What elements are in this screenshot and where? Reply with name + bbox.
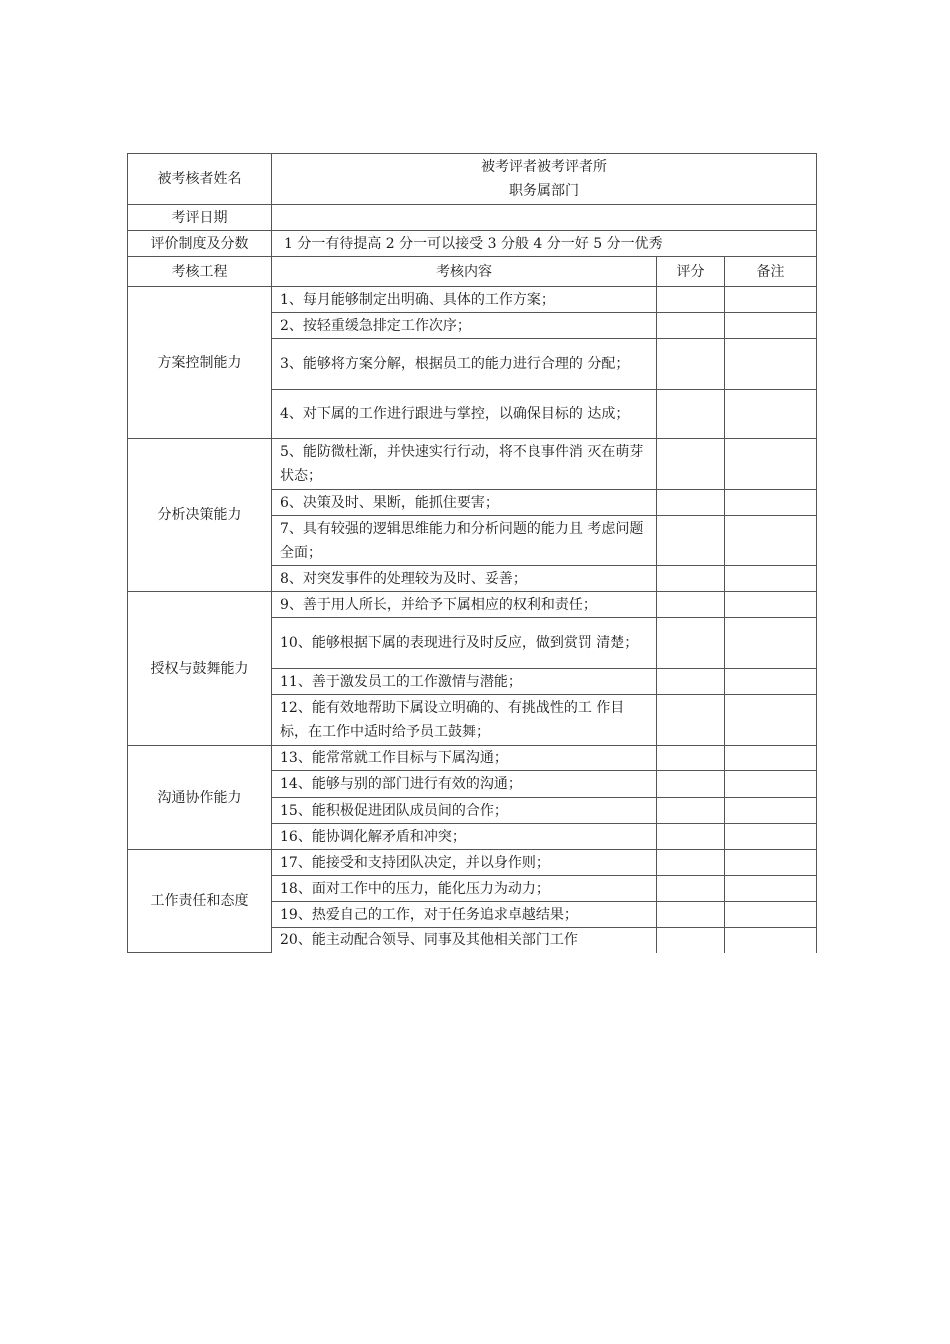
remark-cell[interactable] bbox=[725, 592, 817, 618]
item-content-cell bbox=[272, 798, 657, 824]
scale-text: 1 分一有待提高 2 分一可以接受 3 分般 4 分一好 5 分一优秀 bbox=[284, 235, 663, 252]
score-cell[interactable] bbox=[657, 592, 725, 618]
header-row-scale bbox=[128, 231, 817, 257]
col-score-label: 评分 bbox=[676, 263, 705, 280]
scale-label: 评价制度及分数 bbox=[150, 235, 249, 252]
score-cell[interactable] bbox=[657, 313, 725, 339]
scale-text-cell bbox=[272, 231, 817, 257]
appraisal-form-table bbox=[127, 153, 817, 953]
header-row-date bbox=[128, 205, 817, 231]
item-text: 11、善于激发员工的工作激情与潜能； bbox=[280, 673, 522, 690]
item-text: 7、具有较强的逻辑思维能力和分析问题的能力且 考虑问题全面； bbox=[280, 520, 644, 561]
remark-cell[interactable] bbox=[725, 566, 817, 592]
score-cell[interactable] bbox=[657, 850, 725, 876]
remark-cell[interactable] bbox=[725, 339, 817, 390]
item-content-cell bbox=[272, 669, 657, 695]
item-text: 15、能积极促进团队成员间的合作； bbox=[280, 802, 508, 819]
item-content-cell bbox=[272, 490, 657, 516]
item-content-cell bbox=[272, 902, 657, 928]
item-text: 1、每月能够制定出明确、具体的工作方案； bbox=[280, 291, 555, 308]
category-name: 分析决策能力 bbox=[157, 507, 242, 523]
score-cell[interactable] bbox=[657, 390, 725, 439]
score-cell[interactable] bbox=[657, 566, 725, 592]
remark-cell[interactable] bbox=[725, 618, 817, 669]
item-content-cell bbox=[272, 824, 657, 850]
table-row bbox=[128, 439, 817, 490]
score-cell[interactable] bbox=[657, 798, 725, 824]
score-cell[interactable] bbox=[657, 618, 725, 669]
remark-cell[interactable] bbox=[725, 928, 817, 953]
category-cell bbox=[128, 850, 272, 953]
item-content-cell bbox=[272, 439, 657, 490]
score-cell[interactable] bbox=[657, 928, 725, 953]
dept-label-line1: 被考评者被考评者所 bbox=[481, 159, 608, 175]
item-content-cell bbox=[272, 876, 657, 902]
item-content-cell bbox=[272, 928, 657, 953]
score-cell[interactable] bbox=[657, 490, 725, 516]
item-content-cell bbox=[272, 695, 657, 746]
item-text: 9、善于用人所长，并给予下属相应的权利和责任； bbox=[280, 596, 597, 613]
category-name: 授权与鼓舞能力 bbox=[150, 660, 249, 677]
header-row-name bbox=[128, 154, 817, 205]
category-name: 工作责任和态度 bbox=[150, 893, 249, 909]
remark-cell[interactable] bbox=[725, 669, 817, 695]
item-text: 6、决策及时、果断，能抓住要害； bbox=[280, 494, 499, 511]
item-text: 18、面对工作中的压力，能化压力为动力； bbox=[280, 880, 550, 897]
date-label: 考评日期 bbox=[171, 209, 228, 226]
remark-cell[interactable] bbox=[725, 390, 817, 439]
item-text: 14、能够与别的部门进行有效的沟通； bbox=[280, 776, 522, 792]
col-category-label: 考核工程 bbox=[171, 263, 228, 280]
item-text: 13、能常常就工作目标与下属沟通； bbox=[280, 750, 508, 766]
remark-cell[interactable] bbox=[725, 876, 817, 902]
score-cell[interactable] bbox=[657, 439, 725, 490]
item-text: 20、能主动配合领导、同事及其他相关部门工作 bbox=[280, 932, 578, 949]
score-cell[interactable] bbox=[657, 876, 725, 902]
item-content-cell bbox=[272, 618, 657, 669]
item-text: 16、能协调化解矛盾和冲突； bbox=[280, 828, 466, 845]
remark-cell[interactable] bbox=[725, 695, 817, 746]
item-content-cell bbox=[272, 287, 657, 313]
remark-cell[interactable] bbox=[725, 771, 817, 798]
col-header-category bbox=[128, 257, 272, 287]
col-header-content bbox=[272, 257, 657, 287]
table-row bbox=[128, 287, 817, 313]
scale-label-cell bbox=[128, 231, 272, 257]
item-content-cell bbox=[272, 390, 657, 439]
score-cell[interactable] bbox=[657, 824, 725, 850]
name-label: 被考核者姓名 bbox=[157, 171, 242, 187]
col-content-label: 考核内容 bbox=[436, 263, 492, 280]
column-header-row bbox=[128, 257, 817, 287]
score-cell[interactable] bbox=[657, 902, 725, 928]
remark-cell[interactable] bbox=[725, 798, 817, 824]
score-cell[interactable] bbox=[657, 339, 725, 390]
remark-cell[interactable] bbox=[725, 490, 817, 516]
remark-cell[interactable] bbox=[725, 746, 817, 771]
date-label-cell bbox=[128, 205, 272, 231]
item-content-cell bbox=[272, 339, 657, 390]
remark-cell[interactable] bbox=[725, 287, 817, 313]
category-cell bbox=[128, 439, 272, 592]
item-content-cell bbox=[272, 313, 657, 339]
col-remark-label: 备注 bbox=[756, 263, 785, 280]
item-text: 10、能够根据下属的表现进行及时反应，做到赏罚 清楚； bbox=[280, 635, 639, 651]
item-text: 12、能有效地帮助下属设立明确的、有挑战性的工 作目标，在工作中适时给予员工鼓舞； bbox=[280, 700, 625, 740]
appraisal-form-sheet bbox=[127, 153, 816, 949]
dept-label-cell[interactable] bbox=[272, 154, 817, 205]
score-cell[interactable] bbox=[657, 771, 725, 798]
table-row bbox=[128, 746, 817, 771]
score-cell[interactable] bbox=[657, 669, 725, 695]
remark-cell[interactable] bbox=[725, 824, 817, 850]
category-cell bbox=[128, 746, 272, 850]
score-cell[interactable] bbox=[657, 746, 725, 771]
item-text: 5、能防微杜渐，并快速实行行动，将不良事件消 灭在萌芽状态； bbox=[280, 444, 644, 484]
category-name: 沟通协作能力 bbox=[157, 789, 242, 806]
remark-cell[interactable] bbox=[725, 516, 817, 566]
item-text: 3、能够将方案分解，根据员工的能力进行合理的 分配； bbox=[280, 356, 630, 372]
item-text: 8、对突发事件的处理较为及时、妥善； bbox=[280, 570, 527, 587]
col-header-remark bbox=[725, 257, 817, 287]
remark-cell[interactable] bbox=[725, 313, 817, 339]
category-cell bbox=[128, 592, 272, 746]
item-text: 17、能接受和支持团队决定，并以身作则； bbox=[280, 854, 550, 871]
category-name: 方案控制能力 bbox=[157, 354, 242, 371]
item-content-cell bbox=[272, 746, 657, 771]
item-text: 19、热爱自己的工作，对于任务追求卓越结果； bbox=[280, 906, 578, 923]
date-value-cell[interactable] bbox=[272, 205, 817, 231]
score-cell[interactable] bbox=[657, 695, 725, 746]
table-row bbox=[128, 592, 817, 618]
remark-cell[interactable] bbox=[725, 850, 817, 876]
remark-cell[interactable] bbox=[725, 902, 817, 928]
item-content-cell bbox=[272, 566, 657, 592]
table-row bbox=[128, 850, 817, 876]
item-content-cell bbox=[272, 850, 657, 876]
dept-label-line2: 职务属部门 bbox=[509, 183, 580, 199]
item-text: 2、按轻重缓急排定工作次序； bbox=[280, 317, 471, 334]
category-cell bbox=[128, 287, 272, 439]
item-content-cell bbox=[272, 592, 657, 618]
score-cell[interactable] bbox=[657, 516, 725, 566]
col-header-score bbox=[657, 257, 725, 287]
item-content-cell bbox=[272, 771, 657, 798]
item-text: 4、对下属的工作进行跟进与掌控，以确保目标的 达成； bbox=[280, 406, 630, 422]
remark-cell[interactable] bbox=[725, 439, 817, 490]
name-label-cell bbox=[128, 154, 272, 205]
score-cell[interactable] bbox=[657, 287, 725, 313]
item-content-cell bbox=[272, 516, 657, 566]
